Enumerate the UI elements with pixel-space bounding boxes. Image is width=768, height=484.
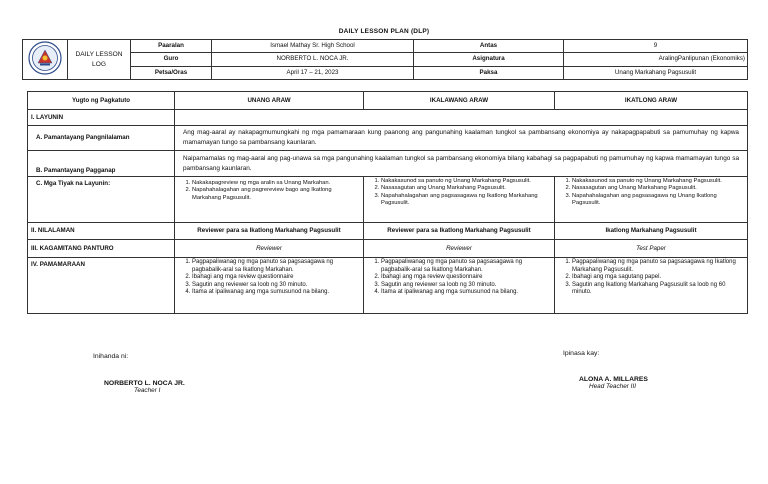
objectives-day3 [555, 177, 748, 223]
nilalaman-day1: Reviewer para sa Ikatlong Markahang Pagsusulit [175, 223, 364, 240]
header-table [22, 39, 748, 80]
kagamitan-day1: Reviewer [175, 240, 364, 258]
noted-name: ALONA A. MILLARES [579, 376, 648, 383]
asignatura-value: AralingPanlipunan (Ekonomiks) [564, 53, 748, 66]
antas-value: 9 [564, 40, 748, 53]
list-item: 1. Nakakapagreview ng mga aralin sa Unang Markahan. [192, 180, 360, 187]
deped-seal-icon [23, 40, 67, 76]
objectives-day2 [364, 177, 555, 223]
paaralan-value: Ismael Mathay Sr. High School [212, 40, 414, 53]
guro-label: Guro [131, 53, 212, 66]
list-item: 1. Pagpapaliwanag ng mga panuto sa pagsasagawa ng pagbabalik-aral sa Ikatlong Markahan. [192, 259, 360, 274]
nilalaman-day2: Reviewer para sa Ikatlong Markahang Pagsusulit [364, 223, 555, 240]
objectives-day1 [175, 177, 364, 223]
pamamaraan-day1-list [178, 259, 360, 297]
tiyak-na-layunin-label: C. Mga Tiyak na Layunin: [28, 177, 175, 223]
pamantayang-pangnilalaman-label: A. Pamantayang Pangnilalaman [28, 126, 175, 151]
pamamaraan-day3-list [558, 259, 744, 297]
list-item: 2. Ibahagi ang mga review questionnaire [381, 274, 551, 282]
list-item: 1. Nakakasunod sa panuto ng Unang Markahang Pagsusulit. [572, 178, 744, 185]
pamamaraan-day3 [555, 258, 748, 314]
noted-role: Head Teacher III [589, 383, 637, 390]
list-item: 3. Napahahalagahan ang pagsasagawa ng Ikatlong Markahang Pagsusulit. [381, 193, 551, 208]
noted-block [579, 376, 689, 390]
antas-label: Antas [414, 40, 564, 53]
col-yugto: Yugto ng Pagkatuto [28, 92, 175, 110]
logo-cell [23, 40, 68, 80]
list-item: 4. Itama at ipaliwanag ang mga sumusunod na bilang. [381, 289, 551, 297]
prepared-label: Inihanda ni: [93, 353, 129, 360]
prepared-role: Teacher I [134, 387, 161, 394]
list-item: 3. Sagutin ang reviewer sa loob ng 30 minuto. [192, 282, 360, 290]
pamamaraan-label: IV. PAMAMARAAN [28, 258, 175, 314]
prepared-block [104, 380, 214, 394]
paksa-label: Paksa [414, 66, 564, 79]
list-item: 3. Sagutin ang Ikatlong Markahang Pagsusulit sa loob ng 60 minuto. [572, 282, 744, 297]
pamamaraan-day1 [175, 258, 364, 314]
asignatura-label: Asignatura [414, 53, 564, 66]
pamantayang-pangnilalaman-text: Ang mag-aaral ay nakapagmumungkahi ng mga pamamaraan kung paanong ang pangunahing kaalaman tungkol sa pambansang ekonomiya ay nakapagpapabuti sa pamumuhay ng kapwa mamamayan tungo sa pambansang kaunlaran. [175, 126, 748, 151]
paaralan-label: Paaralan [131, 40, 212, 53]
objectives-day2-list [367, 178, 551, 208]
col-day3: IKATLONG ARAW [555, 92, 748, 110]
objectives-day1-list [178, 180, 360, 202]
list-item: 2. Ibahagi ang mga review questionnaire [192, 274, 360, 282]
pamantayang-pagganap-text: Naipamamalas ng mag-aaral ang pag-unawa sa mga pangunahing kaalaman tungkol sa pambansang ekonomiya bilang kabahagi sa pagpapabuti ng pamumuhay ng kapwa mamamayan tungo sa pambansang kaunlaran. [175, 151, 748, 177]
nilalaman-day3: Ikatlong Markahang Pagsusulit [555, 223, 748, 240]
prepared-name: NORBERTO L. NOCA JR. [104, 380, 185, 387]
objectives-day3-list [558, 178, 744, 208]
petsa-value: April 17 – 21, 2023 [212, 66, 414, 79]
pamantayang-pagganap-label: B. Pamantayang Pagganap [28, 151, 175, 177]
list-item: 2. Ibahagi ang mga sagutang papel. [572, 274, 744, 282]
col-day1: UNANG ARAW [175, 92, 364, 110]
kagamitan-label: III. KAGAMITANG PANTURO [28, 240, 175, 258]
nilalaman-label: II. NILALAMAN [28, 223, 175, 240]
petsa-label: Petsa/Oras [131, 66, 212, 79]
guro-value: NORBERTO L. NOCA JR. [212, 53, 414, 66]
list-item: 3. Sagutin ang reviewer sa loob ng 30 minuto. [381, 282, 551, 290]
col-day2: IKALAWANG ARAW [364, 92, 555, 110]
kagamitan-day2: Reviewer [364, 240, 555, 258]
list-item: 2. Nasasagutan ang Unang Markahang Pagsusulit. [572, 185, 744, 192]
dll-label: DAILY LESSON LOG [68, 40, 131, 80]
list-item: 1. Pagpapaliwanag ng mga panuto sa pagsasagawa ng pagbabalik-aral sa Ikatlong Markahan. [381, 259, 551, 274]
kagamitan-day3: Test Paper [555, 240, 748, 258]
pamamaraan-day2-list [367, 259, 551, 297]
list-item: 4. Itama at ipaliwanag ang mga sumusunod na bilang. [192, 289, 360, 297]
noted-label: Ipinasa kay: [563, 350, 600, 357]
list-item: 3. Napahahalagahan ang pagsasagawa ng Unang Ikatlong Pagsusulit. [572, 193, 744, 208]
layunin-empty [175, 110, 748, 126]
layunin-label: I. LAYUNIN [28, 110, 175, 126]
list-item: 2. Nasasagutan ang Unang Markahang Pagsusulit. [381, 185, 551, 192]
lesson-table [27, 91, 748, 314]
list-item: 2. Napahahalagahan ang pagrereview bago ang Ikatlong Markahang Pagsusulit. [192, 187, 360, 202]
paksa-value: Unang Markahang Pagsusulit [564, 66, 748, 79]
list-item: 1. Nakakasunod sa panuto ng Unang Markahang Pagsusulit. [381, 178, 551, 185]
page-title: DAILY LESSON PLAN (DLP) [338, 28, 430, 35]
pamamaraan-day2 [364, 258, 555, 314]
list-item: 1. Pagpapaliwanag ng mga panuto sa pagsasagawa ng Ikatlong Markahang Pagsusulit. [572, 259, 744, 274]
